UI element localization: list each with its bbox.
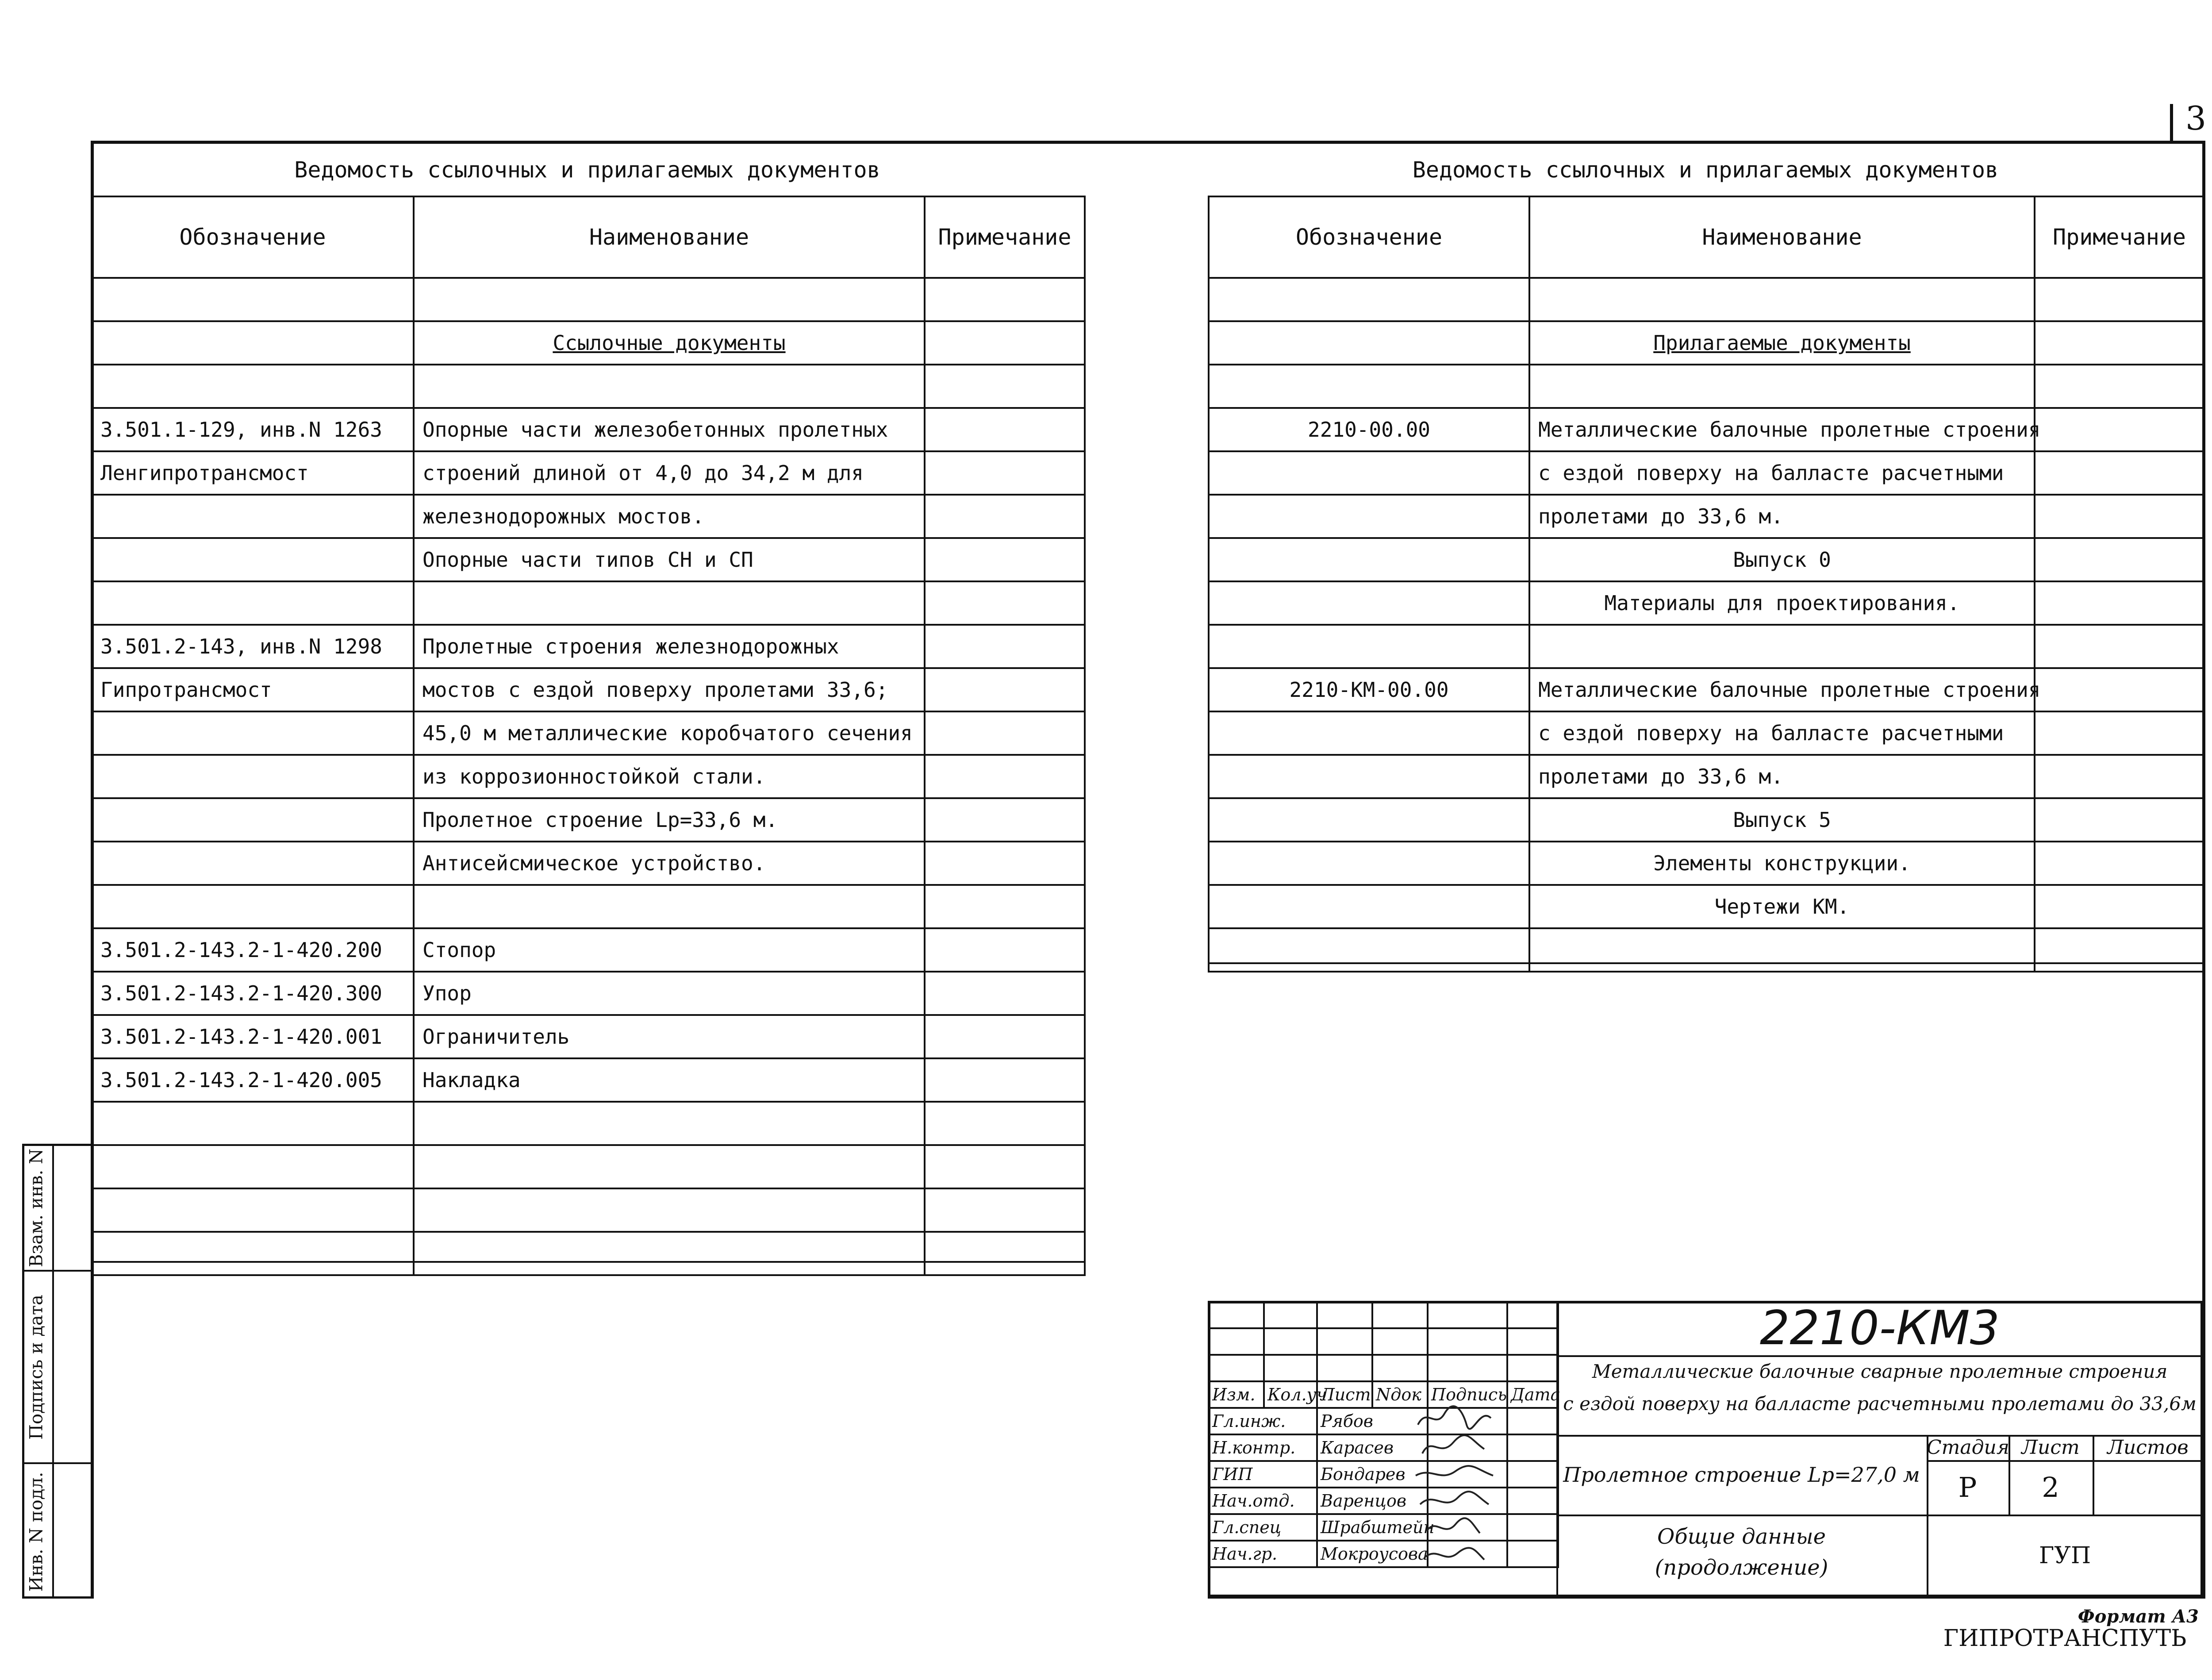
- table-row: [92, 278, 1085, 321]
- cell-designation: [1209, 842, 1529, 885]
- cell-note: [925, 625, 1085, 668]
- signature-mark: [1416, 1466, 1493, 1476]
- table-row: [1209, 842, 2204, 885]
- cell-note: [2035, 798, 2204, 842]
- page-number-divider: [2170, 104, 2173, 142]
- section-heading-referenced: Ссылочные документы: [553, 331, 786, 355]
- cell-designation: [92, 711, 414, 755]
- cell-designation: [92, 1145, 414, 1188]
- table-row: [92, 711, 1085, 755]
- cell-name: [414, 885, 925, 928]
- table-row: [1209, 495, 2204, 538]
- cell-name: [414, 321, 925, 365]
- cell-name: Опорные части типов СН и СП: [414, 538, 925, 581]
- header-note: Примечание: [925, 196, 1085, 278]
- cell-designation: [1209, 625, 1529, 668]
- cell-note: [925, 321, 1085, 365]
- header-name: Наименование: [414, 196, 925, 278]
- table-row: [92, 1058, 1085, 1102]
- header-designation: Обозначение: [1209, 196, 1529, 278]
- cell-name: Металлические балочные пролетные строения: [1529, 408, 2035, 451]
- cell-name: [414, 1232, 925, 1275]
- cell-designation: [92, 278, 414, 321]
- cell-note: [2035, 408, 2204, 451]
- sheet-title-line-2: (продолжение): [1655, 1555, 1828, 1580]
- cell-note: [2035, 278, 2204, 321]
- cell-name: Антисейсмическое устройство.: [414, 842, 925, 885]
- table-row: [92, 321, 1085, 365]
- cell-note: [925, 885, 1085, 928]
- staff-name: Рябов: [1317, 1408, 1428, 1434]
- staff-grid: [1208, 1407, 1559, 1568]
- object-name: Пролетное строение Lp=27,0 м: [1563, 1463, 1920, 1487]
- cell-note: [2035, 625, 2204, 668]
- cell-note: [925, 1145, 1085, 1188]
- cell-name: Стопор: [414, 928, 925, 972]
- cell-name: Выпуск 5: [1529, 798, 2035, 842]
- cell-name: Накладка: [414, 1058, 925, 1102]
- staff-name: Бондарев: [1317, 1461, 1428, 1488]
- table-row: [1209, 928, 2204, 972]
- title-block-line: [1556, 1355, 2203, 1357]
- frame-top: [91, 141, 2205, 144]
- cell-name: пролетами до 33,6 м.: [1529, 495, 2035, 538]
- table-row: [1209, 1328, 1558, 1355]
- cell-note: [925, 278, 1085, 321]
- table-row: [92, 972, 1085, 1015]
- cell-designation: [92, 365, 414, 408]
- project-title-line-1: Металлические балочные сварные пролетные строения: [1592, 1361, 2168, 1382]
- cell-designation: 3.501.2-143.2-1-420.005: [92, 1058, 414, 1102]
- cell-name: мостов с ездой поверху пролетами 33,6;: [414, 668, 925, 711]
- cell-name: Металлические балочные пролетные строения: [1529, 668, 2035, 711]
- cell-name: [1529, 928, 2035, 972]
- col-sheet: Лист: [1317, 1381, 1372, 1408]
- cell-note: [925, 538, 1085, 581]
- cell-designation: [1209, 581, 1529, 625]
- table-row: [92, 625, 1085, 668]
- cell-note: [925, 495, 1085, 538]
- revision-grid: [1208, 1301, 1559, 1409]
- table-row: [92, 1232, 1085, 1275]
- table-row: [1209, 365, 2204, 408]
- cell-designation: 2210-00.00: [1209, 408, 1529, 451]
- cell-designation: [1209, 538, 1529, 581]
- cell-note: [925, 1102, 1085, 1145]
- staff-role: Н.контр.: [1209, 1434, 1317, 1461]
- cell-note: [2035, 581, 2204, 625]
- staff-row: [1209, 1434, 1558, 1461]
- staff-name: Шрабштейн: [1317, 1514, 1428, 1541]
- table-row: [92, 538, 1085, 581]
- header-designation: Обозначение: [92, 196, 414, 278]
- cell-designation: 3.501.2-143.2-1-420.001: [92, 1015, 414, 1058]
- side-stamp-signature-date: Подпись и дата: [26, 1295, 47, 1440]
- table-row: [92, 755, 1085, 798]
- cell-designation: [92, 798, 414, 842]
- cell-designation: [92, 1232, 414, 1275]
- cell-name: [414, 365, 925, 408]
- table-row: [92, 1188, 1085, 1232]
- stage-label: Стадия: [1927, 1436, 2009, 1459]
- cell-designation: [92, 755, 414, 798]
- cell-note: [2035, 495, 2204, 538]
- table-row: [1209, 581, 2204, 625]
- signature-mark: [1422, 1435, 1484, 1453]
- cell-name: пролетами до 33,6 м.: [1529, 755, 2035, 798]
- staff-row: [1209, 1461, 1558, 1488]
- cell-name: [414, 278, 925, 321]
- cell-name: Элементы конструкции.: [1529, 842, 2035, 885]
- cell-designation: [1209, 928, 1529, 972]
- signature-mark: [1418, 1406, 1491, 1429]
- page-number: 3: [2185, 100, 2207, 138]
- cell-name: строений длиной от 4,0 до 34,2 м для: [414, 451, 925, 495]
- signature-mark: [1425, 1548, 1484, 1560]
- cell-name: [414, 1102, 925, 1145]
- table-row: [1209, 1302, 1558, 1328]
- cell-note: [2035, 928, 2204, 972]
- table-row: [1209, 798, 2204, 842]
- cell-name: Материалы для проектирования.: [1529, 581, 2035, 625]
- cell-name: 45,0 м металлические коробчатого сечения: [414, 711, 925, 755]
- cell-designation: [1209, 798, 1529, 842]
- table-row: [1209, 668, 2204, 711]
- cell-note: [2035, 885, 2204, 928]
- table-row: [92, 408, 1085, 451]
- cell-name: Чертежи КМ.: [1529, 885, 2035, 928]
- staff-name: Карасев: [1317, 1434, 1428, 1461]
- cell-designation: 2210-КМ-00.00: [1209, 668, 1529, 711]
- right-table-header: [1209, 196, 2204, 278]
- format-label: Формат А3: [2078, 1606, 2199, 1627]
- cell-designation: [92, 538, 414, 581]
- cell-note: [925, 1188, 1085, 1232]
- signature-mark: [1427, 1518, 1480, 1533]
- table-row: [1209, 885, 2204, 928]
- cell-name: [1529, 278, 2035, 321]
- staff-row: [1209, 1488, 1558, 1514]
- table-row: [92, 668, 1085, 711]
- cell-designation: [1209, 451, 1529, 495]
- side-stamp-divider: [52, 1144, 54, 1599]
- signature-mark: [1420, 1492, 1489, 1504]
- staff-name: Варенцов: [1317, 1488, 1428, 1514]
- table-row: [92, 798, 1085, 842]
- organization: ГУП ГИПРОТРАНСПУТЬ: [1943, 1542, 2187, 1652]
- cell-designation: [92, 581, 414, 625]
- cell-note: [2035, 668, 2204, 711]
- sheets-value: [2093, 1460, 2203, 1515]
- stage-value: Р: [1958, 1471, 1977, 1503]
- table-row: [92, 1015, 1085, 1058]
- table-row: [92, 842, 1085, 885]
- table-row: [1209, 321, 2204, 365]
- cell-name: из коррозионностойкой стали.: [414, 755, 925, 798]
- col-change: Изм.: [1209, 1381, 1264, 1408]
- table-row: [1209, 625, 2204, 668]
- cell-note: [2035, 711, 2204, 755]
- cell-note: [925, 972, 1085, 1015]
- cell-note: [925, 451, 1085, 495]
- cell-name: Выпуск 0: [1529, 538, 2035, 581]
- cell-note: [925, 928, 1085, 972]
- table-row: [1209, 538, 2204, 581]
- cell-name: [414, 1145, 925, 1188]
- cell-note: [925, 755, 1085, 798]
- table-row: [1209, 451, 2204, 495]
- cell-note: [925, 581, 1085, 625]
- table-row: [1209, 755, 2204, 798]
- staff-row: [1209, 1541, 1558, 1567]
- cell-designation: 3.501.1-129, инв.N 1263: [92, 408, 414, 451]
- cell-name: с ездой поверху на балласте расчетными: [1529, 711, 2035, 755]
- col-count: Кол.уч: [1264, 1381, 1317, 1408]
- table-row: [92, 928, 1085, 972]
- right-attached-table: [1208, 196, 2205, 973]
- cell-designation: [92, 842, 414, 885]
- cell-note: [925, 408, 1085, 451]
- staff-name: Мокроусова: [1317, 1541, 1428, 1567]
- col-signature: Подпись: [1428, 1381, 1507, 1408]
- cell-note: [925, 668, 1085, 711]
- cell-name: Опорные части железобетонных пролетных: [414, 408, 925, 451]
- side-stamp-original-inv: Инв. N подл.: [26, 1472, 47, 1592]
- cell-note: [925, 842, 1085, 885]
- cell-designation: [1209, 711, 1529, 755]
- cell-name: [1529, 321, 2035, 365]
- staff-row: [1209, 1514, 1558, 1541]
- revision-header-row: [1209, 1381, 1558, 1408]
- cell-note: [2035, 321, 2204, 365]
- table-row: [1209, 278, 2204, 321]
- cell-note: [2035, 842, 2204, 885]
- table-row: [92, 1145, 1085, 1188]
- sheets-label: Листов: [2107, 1436, 2189, 1459]
- cell-name: железнодорожных мостов.: [414, 495, 925, 538]
- cell-name: [414, 1188, 925, 1232]
- cell-name: Ограничитель: [414, 1015, 925, 1058]
- cell-name: с ездой поверху на балласте расчетными: [1529, 451, 2035, 495]
- table-row: [1209, 1355, 1558, 1381]
- staff-role: Нач.отд.: [1209, 1488, 1317, 1514]
- cell-designation: [1209, 495, 1529, 538]
- staff-role: ГИП: [1209, 1461, 1317, 1488]
- cell-name: [1529, 625, 2035, 668]
- staff-role: Нач.гр.: [1209, 1541, 1317, 1567]
- col-doc-number: Nдок: [1372, 1381, 1428, 1408]
- cell-designation: 3.501.2-143.2-1-420.200: [92, 928, 414, 972]
- table-row: [1209, 408, 2204, 451]
- cell-name: Пролетное строение Lp=33,6 м.: [414, 798, 925, 842]
- cell-note: [925, 1232, 1085, 1275]
- cell-designation: [1209, 885, 1529, 928]
- doc-code: 2210-КМ3: [1759, 1301, 2000, 1355]
- cell-note: [2035, 538, 2204, 581]
- header-name: Наименование: [1529, 196, 2035, 278]
- cell-note: [925, 1058, 1085, 1102]
- cell-note: [2035, 755, 2204, 798]
- table-row: [92, 581, 1085, 625]
- sheet-label: Лист: [2021, 1436, 2080, 1459]
- left-table-header: [92, 196, 1085, 278]
- cell-note: [925, 711, 1085, 755]
- staff-role: Гл.инж.: [1209, 1408, 1317, 1434]
- header-note: Примечание: [2035, 196, 2204, 278]
- table-row: [92, 365, 1085, 408]
- cell-designation: [1209, 321, 1529, 365]
- table-row: [92, 885, 1085, 928]
- table-row: [1209, 711, 2204, 755]
- cell-designation: [1209, 278, 1529, 321]
- cell-name: [414, 581, 925, 625]
- staff-row: [1209, 1408, 1558, 1434]
- side-stamp-replaced-inv: Взам. инв. N: [26, 1149, 47, 1267]
- staff-role: Гл.спец: [1209, 1514, 1317, 1541]
- cell-designation: [1209, 365, 1529, 408]
- cell-note: [2035, 451, 2204, 495]
- left-table-caption: Ведомость ссылочных и прилагаемых документов: [294, 157, 880, 183]
- project-title-line-2: с ездой поверху на балласте расчетными пролетами до 33,6м: [1563, 1393, 2197, 1415]
- cell-designation: [92, 1188, 414, 1232]
- cell-name: Пролетные строения железнодорожных: [414, 625, 925, 668]
- cell-name: Упор: [414, 972, 925, 1015]
- table-row: [92, 451, 1085, 495]
- cell-note: [925, 1015, 1085, 1058]
- table-row: [92, 1102, 1085, 1145]
- right-table-caption: Ведомость ссылочных и прилагаемых документов: [1412, 157, 1999, 183]
- cell-designation: [1209, 755, 1529, 798]
- cell-designation: Гипротрансмост: [92, 668, 414, 711]
- cell-designation: [92, 495, 414, 538]
- table-row: [92, 495, 1085, 538]
- cell-note: [925, 365, 1085, 408]
- cell-name: [1529, 365, 2035, 408]
- cell-designation: [92, 1102, 414, 1145]
- cell-designation: 3.501.2-143.2-1-420.300: [92, 972, 414, 1015]
- left-references-table: [91, 196, 1086, 1276]
- section-heading-attached: Прилагаемые документы: [1653, 331, 1911, 355]
- cell-designation: Ленгипротрансмост: [92, 451, 414, 495]
- col-date: Дата: [1507, 1381, 1558, 1408]
- cell-designation: 3.501.2-143, инв.N 1298: [92, 625, 414, 668]
- cell-designation: [92, 321, 414, 365]
- sheet-title-line-1: Общие данные: [1657, 1524, 1826, 1549]
- sheet-value: 2: [2042, 1471, 2059, 1503]
- cell-designation: [92, 885, 414, 928]
- signatures: [1413, 1405, 1498, 1595]
- cell-note: [925, 798, 1085, 842]
- cell-note: [2035, 365, 2204, 408]
